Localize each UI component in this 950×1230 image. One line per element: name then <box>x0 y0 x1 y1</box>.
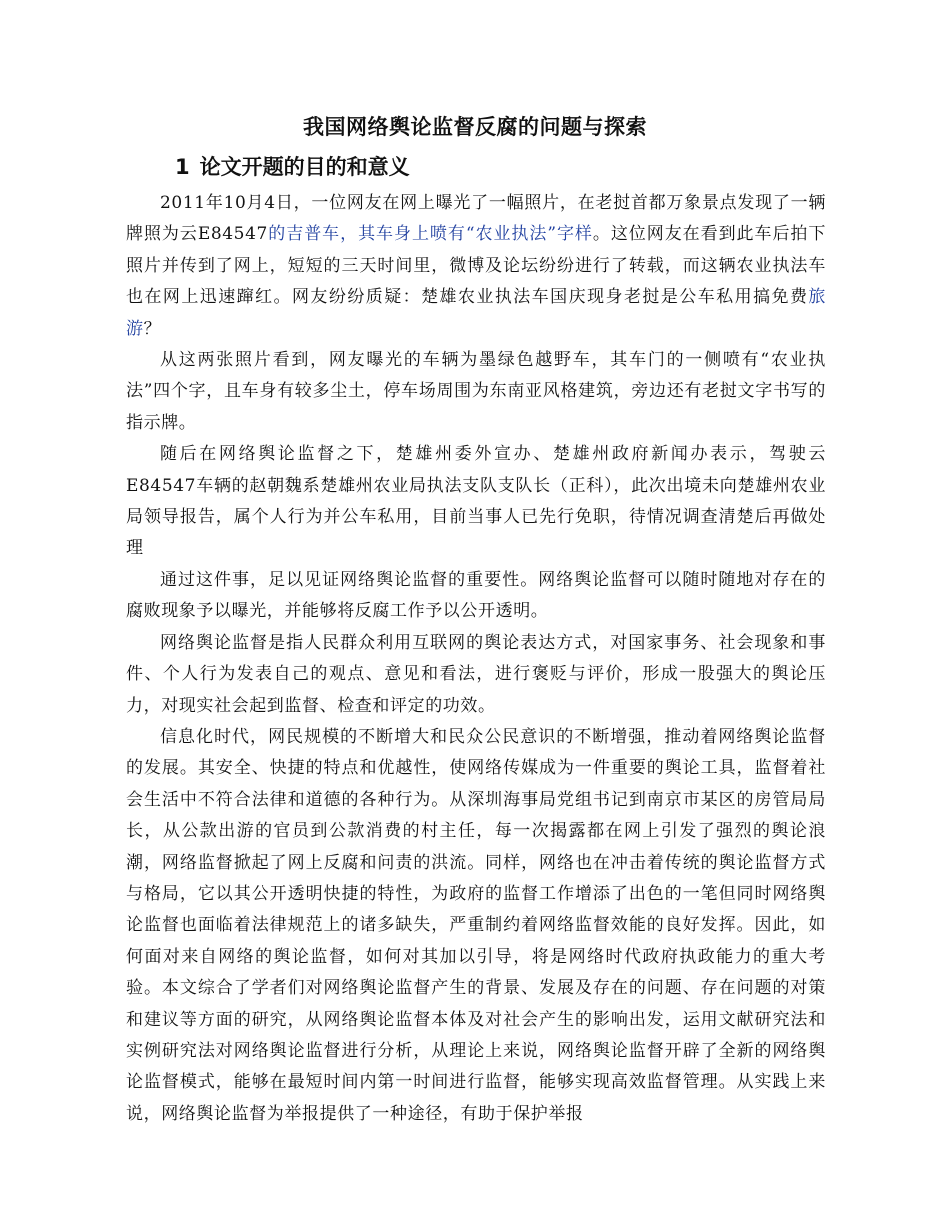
paragraph-text: 2011年10月4日，一位网友在网上曝光了一幅照片，在老挝首都万象景点发现了一辆牌照为云E84547 <box>126 193 826 245</box>
paragraph: 网络舆论监督是指人民群众利用互联网的舆论表达方式，对国家事务、社会现象和事件、个人行为发表自己的观点、意见和看法，进行褒贬与评价，形成一股强大的舆论压力，对现实社会起到监督、检查和评定的功效。 <box>126 632 826 716</box>
document-body <box>126 188 826 1130</box>
paragraph: 随后在网络舆论监督之下，楚雄州委外宣办、楚雄州政府新闻办表示，驾驶云E84547车辆的赵朝魏系楚雄州农业局执法支队支队长（正科），此次出境未向楚雄州农业局领导报告，属个人行为并公车私用，目前当事人已先行免职，待情况调查清楚后再做处理 <box>126 444 826 559</box>
section-heading <box>175 152 410 182</box>
inline-link[interactable]: 的吉普车，其车身上喷有“农业执法”字样 <box>267 224 593 245</box>
paragraph: 信息化时代，网民规模的不断增大和民众公民意识的不断增强，推动着网络舆论监督的发展。其安全、快捷的特点和优越性，使网络传媒成为一件重要的舆论工具，监督着社会生活中不符合法律和道德的各种行为。从深圳海事局党组书记到南京市某区的房管局局长，从公款出游的官员到公款消费的村主任，每一次揭露都在网上引发了强烈的舆论浪潮，网络监督掀起了网上反腐和问责的洪流。同样，网络也在冲击着传统的舆论监督方式与格局，它以其公开透明快捷的特性，为政府的监督工作增添了出色的一笔但同时网络舆论监督也面临着法律规范上的诸多缺失，严重制约着网络监督效能的良好发挥。因此，如何面对来自网络的舆论监督，如何对其加以引导，将是网络时代政府执政能力的重大考验。本文综合了学者们对网络舆论监督产生的背景、发展及存在的问题、存在问题的对策和建议等方面的研究，从网络舆论监督本体及对社会产生的影响出发，运用文献研究法和实例研究法对网络舆论监督进行分析，从理论上来说，网络舆论监督开辟了全新的网络舆论监督模式，能够在最短时间内第一时间进行监督，能够实现高效监督管理。从实践上来说，网络舆论监督为举报提供了一种途径，有助于保护举报 <box>126 726 826 1124</box>
section-title: 论文开题的目的和意义 <box>199 155 410 179</box>
section-number: 1 <box>175 155 190 179</box>
paragraph-text: ？ <box>143 318 162 339</box>
paragraph <box>126 188 826 345</box>
paragraph-text: 。这位网友在看到此车后拍下照片并传到了网上，短短的三天时间里，微博及论坛纷纷进行了转载，而这辆农业执法车也在网上迅速蹿红。网友纷纷质疑：楚雄农业执法车国庆现身老挝是公车私用搞免费 <box>126 224 826 308</box>
document-title: 我国网络舆论监督反腐的问题与探索 <box>303 115 647 139</box>
paragraph: 从这两张照片看到，网友曝光的车辆为墨绿色越野车，其车门的一侧喷有“农业执法”四个字，且车身有较多尘土，停车场周围为东南亚风格建筑，旁边还有老挝文字书写的指示牌。 <box>126 350 826 433</box>
inline-link-travel[interactable]: 旅游 <box>126 287 826 339</box>
paragraph: 通过这件事，足以见证网络舆论监督的重要性。网络舆论监督可以随时随地对存在的腐败现象予以曝光，并能够将反腐工作予以公开透明。 <box>126 569 826 622</box>
